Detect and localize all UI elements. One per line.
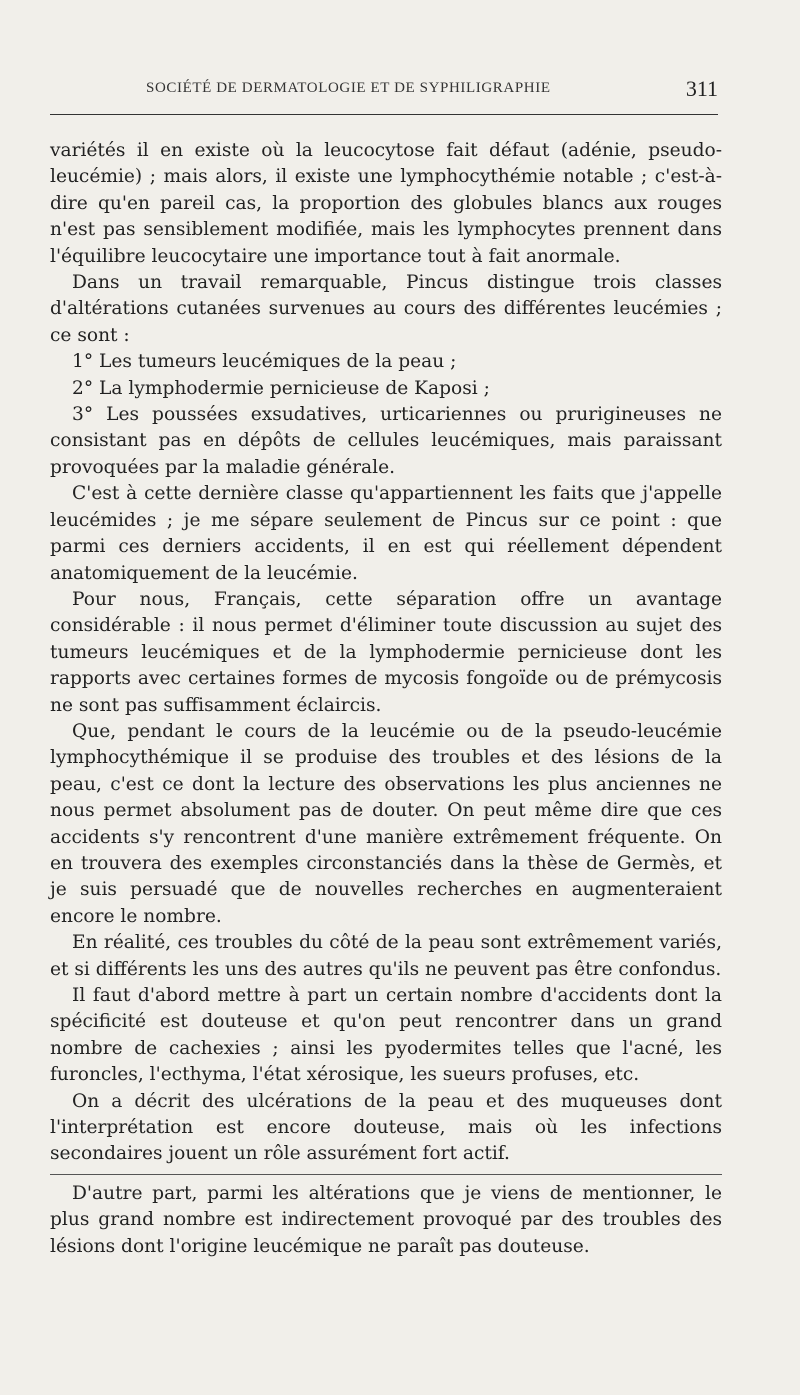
running-head: [50, 76, 718, 106]
paragraph: Que, pendant le cours de la leucémie ou de la pseudo-leucémie lymphocythémique il se produise des troubles et des lésions de la peau, c'est ce dont la lecture des observations les plus anciennes ne nous permet absolument pas de douter. On peut même dire que ces accidents s'y rencontrent d'une manière extrêmement fréquente. On en trouvera des exemples circonstanciés dans la thèse de Germès, et je suis persuadé que de nouvelles recherches en augmenteraient encore le nombre.: [50, 720, 722, 927]
paragraph: Pour nous, Français, cette séparation offre un avantage considérable : il nous permet d'éliminer toute discussion au sujet des tumeurs leucémiques et de la lymphodermie pernicieuse dont les rapports avec certaines formes de mycosis fongoïde ou de prémycosis ne sont pas suffisamment éclaircis.: [50, 588, 722, 716]
paragraph: Il faut d'abord mettre à part un certain nombre d'accidents dont la spécificité est douteuse et qu'on peut rencontrer dans un grand nombre de cachexies ; ainsi les pyodermites telles que l'acné, les furoncles, l'ecthyma, l'état xérosique, les sueurs profuses, etc.: [50, 985, 722, 1086]
paragraph: On a décrit des ulcérations de la peau et des muqueuses dont l'interprétation est encore douteuse, mais où les infections secondaires jouent un rôle assurément fort actif.: [50, 1090, 722, 1165]
running-title: SOCIÉTÉ DE DERMATOLOGIE ET DE SYPHILIGRAPHIE: [146, 80, 551, 96]
section-rule: [50, 1174, 722, 1175]
paragraph: En réalité, ces troubles du côté de la peau sont extrêmement variés, et si différents les uns des autres qu'ils ne peuvent pas être confondus.: [50, 932, 722, 980]
paragraph: variétés il en existe où la leucocytose fait défaut (adénie, pseudo-leucémie) ; mais alors, il existe une lymphocythémie notable ; c'est-à-dire qu'en pareil cas, la proportion des globules blancs aux rouges n'est pas sensiblement modifiée, mais les lymphocytes prennent dans l'équilibre leucocytaire une importance tout à fait anormale.: [50, 140, 722, 267]
list-item: 1° Les tumeurs leucémiques de la peau ;: [72, 351, 457, 373]
list-item: 2° La lymphodermie pernicieuse de Kaposi ;: [72, 377, 490, 399]
paragraph: D'autre part, parmi les altérations que je viens de mentionner, le plus grand nombre est indirectement provoqué par des troubles des lésions dont l'origine leucémique ne paraît pas douteuse.: [50, 1182, 722, 1257]
header-rule: [50, 114, 718, 115]
paragraph: Dans un travail remarquable, Pincus distingue trois classes d'altérations cutanées survenues au cours des différentes leucémies ; ce sont :: [50, 272, 722, 346]
page-number: 311: [685, 76, 718, 101]
paragraph: C'est à cette dernière classe qu'appartiennent les faits que j'appelle leucémides ; je me sépare seulement de Pincus sur ce point : que parmi ces derniers accidents, il en est qui réellement dépendent anatomiquement de la leucémie.: [50, 483, 722, 584]
body-text: [50, 138, 722, 1260]
list-item: 3° Les poussées exsudatives, urticariennes ou prurigineuses ne consistant pas en dépôts de cellules leucémiques, mais paraissant provoquées par la maladie générale.: [50, 404, 722, 478]
